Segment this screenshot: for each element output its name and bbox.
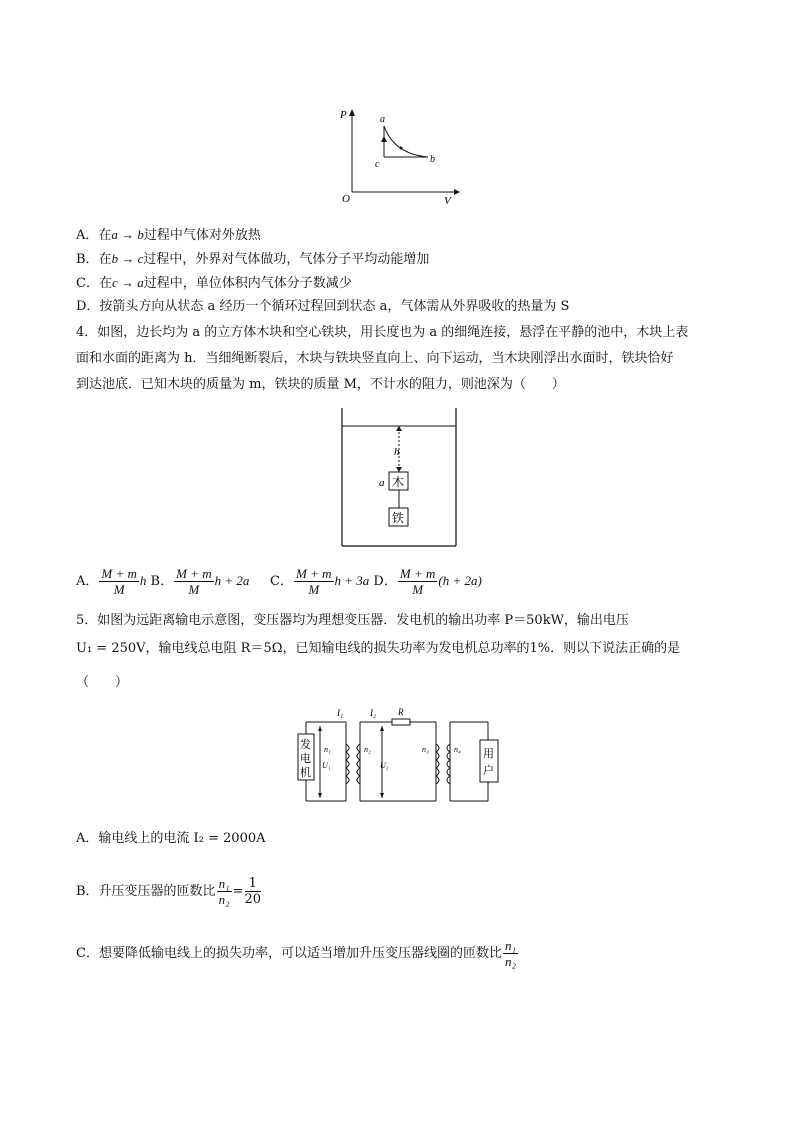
v-axis-label: V (444, 195, 451, 207)
n3-label: n₃ (422, 745, 429, 754)
generator-char1: 发 (300, 739, 311, 751)
side-a-label: a (379, 477, 385, 489)
current-i1-label: I₁ (337, 708, 344, 718)
origin-label: O (342, 193, 350, 205)
q5-option-a: A．输电线上的电流 I₂ = 2000A (76, 831, 266, 846)
state-c-label: c (375, 159, 380, 170)
q5-text-line3: （ ） (76, 675, 129, 690)
pv-diagram (330, 104, 470, 208)
generator-char2: 电 (300, 753, 311, 765)
n4-label: n₄ (454, 745, 461, 754)
resistor-r-label: R (398, 707, 404, 717)
transmission-diagram (294, 704, 504, 804)
u2-label: U₂ (380, 761, 389, 770)
n2-label: n₂ (364, 745, 371, 754)
q4-text-line1: 4．如图，边长均为 a 的立方体木块和空心铁块，用长度也为 a 的细绳连接，悬浮在平静的池中，木块上表 (76, 325, 689, 340)
n1-label: n₁ (324, 745, 331, 754)
depth-h-label: h (394, 446, 400, 458)
state-b-label: b (430, 154, 435, 165)
wood-block-label: 木 (392, 475, 405, 489)
q5-option-b: B．升压变压器的匝数比 $\frac{\text{n₁}}{\text{n₂}}$ = $\frac{1}{20}$ (76, 876, 262, 907)
q3-option-a: A．在a → b过程中气体对外放热 (76, 227, 261, 243)
u1-label: U₁ (322, 761, 331, 770)
p-axis-label: P (340, 109, 347, 121)
q5-text-line1: 5．如图为远距离输电示意图，变压器均为理想变压器．发电机的输出功率 P＝50kW，输出电压 (76, 613, 629, 628)
q3-option-c: C．在c → a过程中，单位体积内气体分子数减少 (76, 275, 352, 291)
q4-text-line2: 面和水面的距离为 h．当细绳断裂后，木块与铁块竖直向上、向下运动，当木块刚浮出水面时，铁块恰好 (76, 351, 674, 366)
user-char2: 户 (483, 765, 494, 777)
state-a-label: a (380, 114, 385, 125)
pool-diagram (330, 404, 470, 552)
q5-text-line2: U₁ = 250V，输电线总电阻 R＝5Ω，已知输电线的损失功率为发电机总功率的1%．则以下说法正确的是 (76, 641, 681, 656)
q5-option-c: C．想要降低输电线上的损失功率，可以适当增加升压变压器线圈的匝数比 $\frac{\text{n₁}}{\text{n₂}}$ (76, 938, 516, 969)
q4-options: A． $\frac{M + m}{M}$ h B． $\frac{M + m}{M}$ h + 2a C． $\frac{M + m}{M}$ h + 3a D． $\frac{M + m}{M}$ (h + 2a) (76, 566, 482, 597)
iron-block-label: 铁 (392, 511, 405, 525)
q3-option-b: B．在b → c过程中，外界对气体做功，气体分子平均动能增加 (76, 251, 430, 267)
generator-char3: 机 (300, 767, 311, 779)
q3-option-d: D．按箭头方向从状态 a 经历一个循环过程回到状态 a，气体需从外界吸收的热量为 S (76, 299, 570, 314)
q4-text-line3: 到达池底．已知木块的质量为 m，铁块的质量 M，不计水的阻力，则池深为（ ） (76, 377, 565, 392)
user-char1: 用 (483, 748, 494, 760)
current-i2-label: I₂ (370, 708, 377, 718)
